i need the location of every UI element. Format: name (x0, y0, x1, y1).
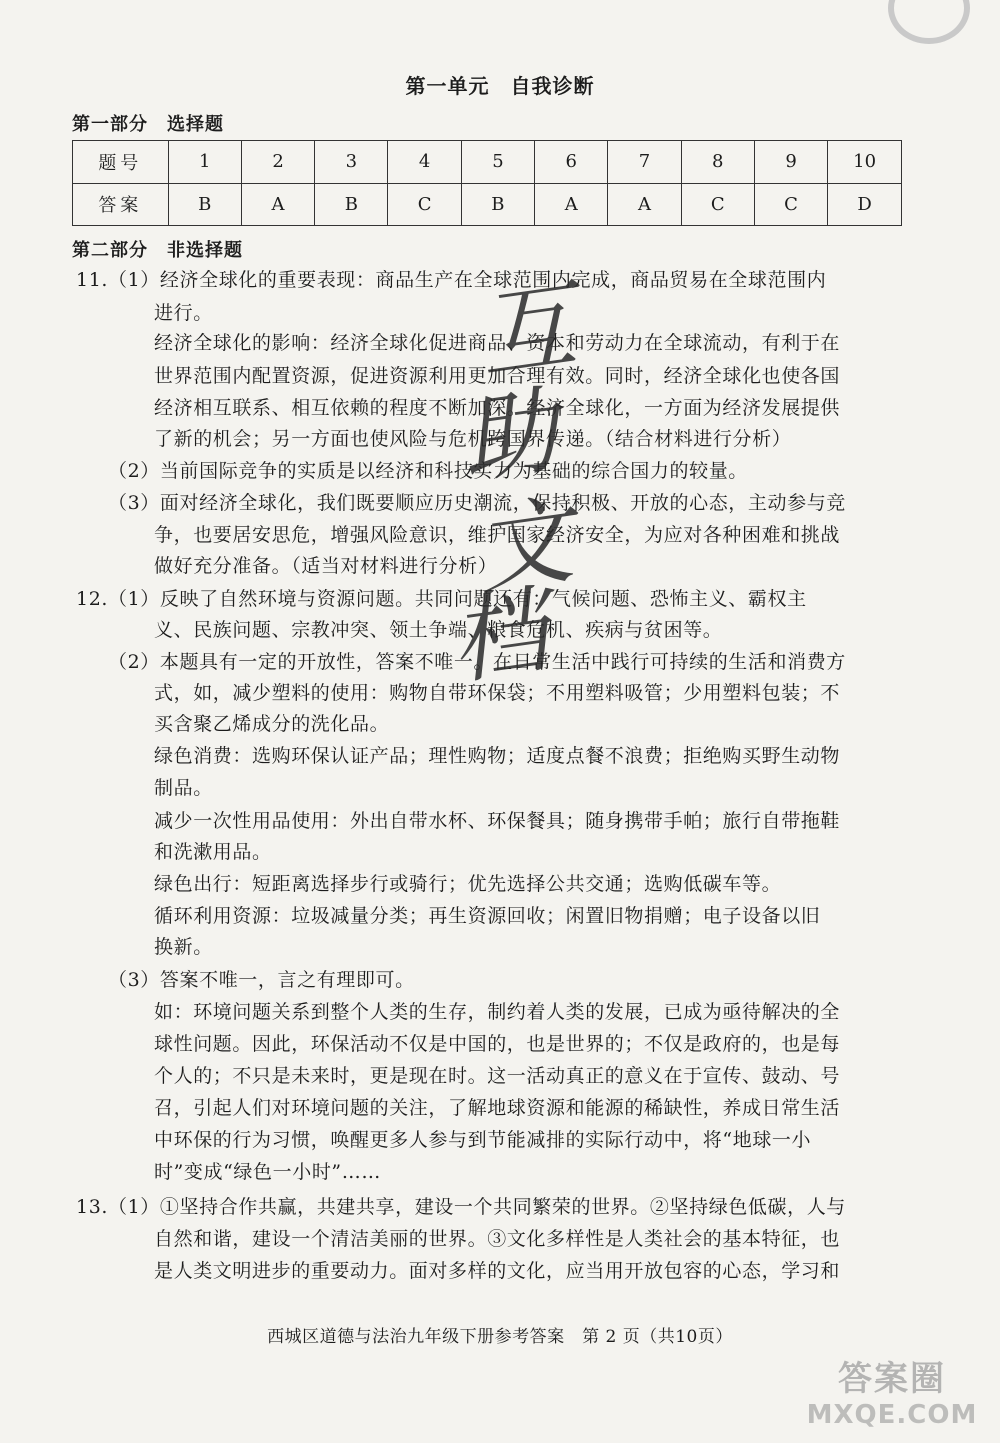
text-line: 是人类文明进步的重要动力。面对多样的文化，应当用开放包容的心态，学习和 (154, 1260, 841, 1282)
text-line: 12.（1）反映了自然环境与资源问题。共同问题还有：气候问题、恐怖主义、霸权主 (76, 588, 807, 610)
text-line: 11.（1）经济全球化的重要表现：商品生产在全球范围内完成，商品贸易在全球范围内 (76, 269, 827, 291)
text-line: 中环保的行为习惯，唤醒更多人参与到节能减排的实际行动中，将“地球一小 (154, 1129, 812, 1151)
text-line: 式，如，减少塑料的使用：购物自带环保袋；不用塑料吸管；少用塑料包装；不 (154, 682, 841, 704)
table-cell: 1 (168, 141, 241, 184)
table-cell: B (168, 183, 241, 226)
section-nonchoice-title: 第二部分 非选择题 (72, 240, 243, 261)
handwriting-mark: 助 (453, 373, 565, 499)
text-line: 义、民族问题、宗教冲突、领土争端、粮食危机、疾病与贫困等。 (154, 619, 723, 641)
section-choice-title: 第一部分 选择题 (72, 114, 224, 135)
text-line: 时”变成“绿色一小时”…… (154, 1161, 381, 1183)
text-line: 绿色出行：短距离选择步行或骑行；优先选择公共交通；选购低碳车等。 (154, 873, 782, 895)
text-line: 争，也要居安思危，增强风险意识，维护国家经济安全，为应对各种困难和挑战 (154, 524, 841, 546)
table-cell: 6 (535, 141, 608, 184)
text-line: 减少一次性用品使用：外出自带水杯、环保餐具；随身携带手帕；旅行自带拖鞋 (154, 810, 841, 832)
table-cell: C (754, 183, 827, 226)
handwriting-mark: 互 (471, 268, 583, 394)
watermark-logo (792, 1351, 992, 1431)
text-line: 球性问题。因此，环保活动不仅是中国的，也是世界的；不仅是政府的，也是每 (154, 1033, 841, 1055)
table-cell: 8 (681, 141, 754, 184)
table-cell: 4 (388, 141, 461, 184)
table-row (73, 141, 902, 184)
table-header-number: 题号 (73, 141, 169, 184)
text-line: （2）当前国际竞争的实质是以经济和科技实力为基础的综合国力的较量。 (108, 460, 748, 482)
watermark-text: 答案圈 (838, 1359, 946, 1399)
watermark-site: MXQE.COM (806, 1400, 978, 1430)
text-line: 和洗漱用品。 (154, 841, 272, 863)
text-line: 个人的；不只是未来时，更是现在时。这一活动真正的意义在于宣传、鼓动、号 (154, 1065, 841, 1087)
text-line: 经济全球化的影响：经济全球化促进商品、资本和劳动力在全球流动，有利于在 (154, 332, 841, 354)
text-line: 自然和谐，建设一个清洁美丽的世界。③文化多样性是人类社会的基本特征，也 (154, 1228, 841, 1250)
text-line: 13.（1）①坚持合作共赢，共建共享，建设一个共同繁荣的世界。②坚持绿色低碳，人与 (76, 1196, 846, 1218)
table-cell: 2 (241, 141, 314, 184)
text-line: 制品。 (154, 777, 213, 799)
table-cell: B (461, 183, 534, 226)
corner-mark (888, 0, 970, 44)
table-row (73, 183, 902, 226)
handwriting-mark: 文 (468, 483, 580, 609)
table-cell: D (828, 183, 902, 226)
text-line: 做好充分准备。（适当对材料进行分析） (154, 555, 498, 577)
table-cell: C (388, 183, 461, 226)
text-line: 进行。 (154, 302, 213, 324)
table-cell: 3 (315, 141, 388, 184)
table-header-answer: 答案 (73, 183, 169, 226)
table-cell: A (535, 183, 608, 226)
text-line: 了新的机会；另一方面也使风险与危机跨国界传递。（结合材料进行分析） (154, 428, 792, 450)
table-cell: 10 (828, 141, 902, 184)
table-cell: C (681, 183, 754, 226)
table-cell: 5 (461, 141, 534, 184)
text-line: 如：环境问题关系到整个人类的生存，制约着人类的发展，已成为亟待解决的全 (154, 1001, 841, 1023)
handwriting-mark: 档 (443, 573, 555, 699)
table-cell: A (608, 183, 681, 226)
text-line: 世界范围内配置资源，促进资源利用更加合理有效。同时，经济全球化也使各国 (154, 365, 841, 387)
table-cell: 7 (608, 141, 681, 184)
page-title: 第一单元 自我诊断 (405, 74, 595, 98)
page-footer: 西城区道德与法治九年级下册参考答案 第 2 页（共10页） (267, 1327, 733, 1347)
text-line: 换新。 (154, 936, 213, 958)
table-cell: A (241, 183, 314, 226)
text-line: （2）本题具有一定的开放性，答案不唯一。在日常生活中践行可持续的生活和消费方 (108, 651, 846, 673)
answer-table (72, 140, 902, 226)
table-cell: 9 (754, 141, 827, 184)
text-line: 循环利用资源：垃圾减量分类；再生资源回收；闲置旧物捐赠；电子设备以旧 (154, 905, 821, 927)
text-line: 绿色消费：选购环保认证产品；理性购物；适度点餐不浪费；拒绝购买野生动物 (154, 745, 841, 767)
text-line: （3）面对经济全球化，我们既要顺应历史潮流，保持积极、开放的心态，主动参与竞 (108, 492, 846, 514)
table-cell: B (315, 183, 388, 226)
text-line: 经济相互联系、相互依赖的程度不断加深。经济全球化，一方面为经济发展提供 (154, 397, 841, 419)
text-line: 召，引起人们对环境问题的关注，了解地球资源和能源的稀缺性，养成日常生活 (154, 1097, 841, 1119)
text-line: 买含聚乙烯成分的洗化品。 (154, 713, 390, 735)
text-line: （3）答案不唯一，言之有理即可。 (108, 969, 415, 991)
